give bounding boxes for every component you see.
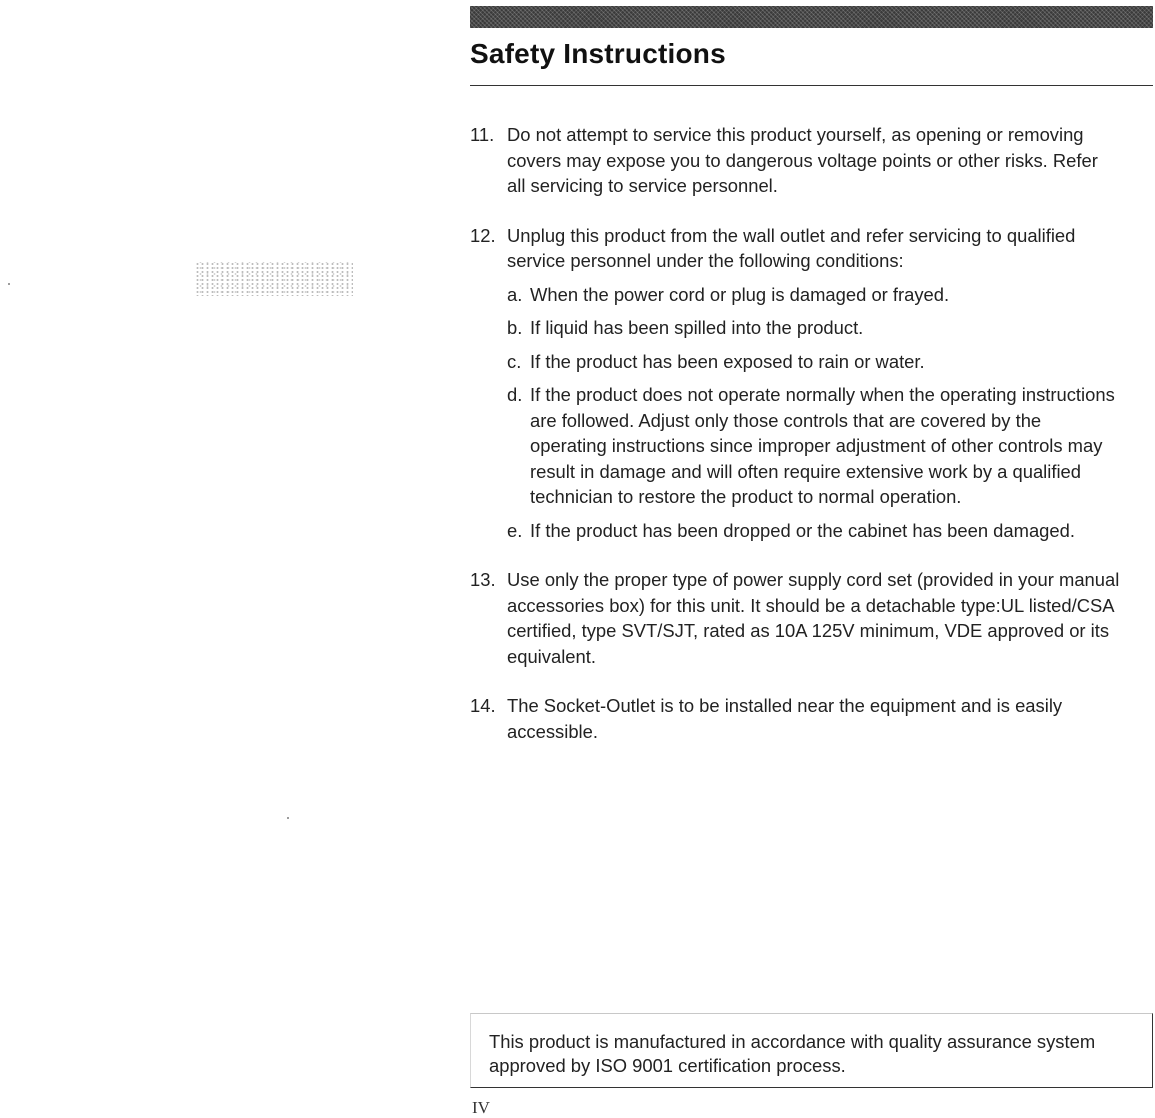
instruction-text: Use only the proper type of power supply cord set (provided in your manual accessories box) for this unit. It should be a detachable type:UL listed/CSA certified, type SVT/SJT, rated as 10A 125V minimum, VDE approved or its equivalent. xyxy=(507,569,1120,667)
quality-note-text: This product is manufactured in accordance with quality assurance system approved by ISO 9001 certification process. xyxy=(489,1031,1096,1076)
page-number: IV xyxy=(472,1098,490,1117)
condition-text: If the product does not operate normally when the operating instructions are followed. Adjust only those controls that are covered by the operating instructions since improper adjustment of other controls may result in damage and will often require extensive work by a qualified technician to restore the product to normal operation. xyxy=(530,384,1115,507)
instruction-number: 11. xyxy=(470,124,495,145)
condition-letter: e. xyxy=(507,519,523,541)
scan-speck xyxy=(8,283,10,285)
condition-item-c xyxy=(507,349,1120,375)
instruction-number: 14. xyxy=(470,695,496,716)
condition-text: If the product has been exposed to rain or water. xyxy=(530,350,925,372)
condition-letter: c. xyxy=(507,350,522,372)
condition-item-d xyxy=(507,382,1120,510)
instruction-text: Do not attempt to service this product yourself, as opening or removing covers may expose you to dangerous voltage points or other risks. Refer all servicing to service personnel. xyxy=(507,124,1098,196)
instruction-item-13 xyxy=(470,567,1120,669)
title-divider xyxy=(470,85,1153,86)
instruction-item-12 xyxy=(470,223,1120,544)
condition-text: If liquid has been spilled into the product. xyxy=(530,317,864,338)
instruction-number: 12. xyxy=(470,224,496,246)
condition-item-b xyxy=(507,315,1120,341)
instruction-text: Unplug this product from the wall outlet and refer servicing to qualified service personnel under the following conditions: xyxy=(507,224,1076,271)
quality-note-box xyxy=(470,1013,1153,1088)
condition-letter: b. xyxy=(507,317,523,338)
condition-item-e xyxy=(507,518,1120,544)
instruction-body xyxy=(507,223,1120,544)
instruction-item-11 xyxy=(470,122,1120,199)
condition-text: If the product has been dropped or the cabinet has been damaged. xyxy=(530,519,1075,541)
condition-letter: d. xyxy=(507,384,523,405)
scan-artifact xyxy=(195,262,353,296)
scan-speck xyxy=(287,817,289,819)
condition-item-a xyxy=(507,282,1120,308)
instructions-list xyxy=(470,122,1120,768)
condition-letter: a. xyxy=(507,283,523,305)
page-title: Safety Instructions xyxy=(470,38,726,69)
conditions-list xyxy=(507,282,1120,544)
instruction-number: 13. xyxy=(470,569,496,590)
instruction-text: The Socket-Outlet is to be installed near the equipment and is easily accessible. xyxy=(507,695,1063,742)
instruction-item-14 xyxy=(470,693,1120,744)
header-band xyxy=(470,6,1153,28)
condition-text: When the power cord or plug is damaged or frayed. xyxy=(530,283,950,305)
